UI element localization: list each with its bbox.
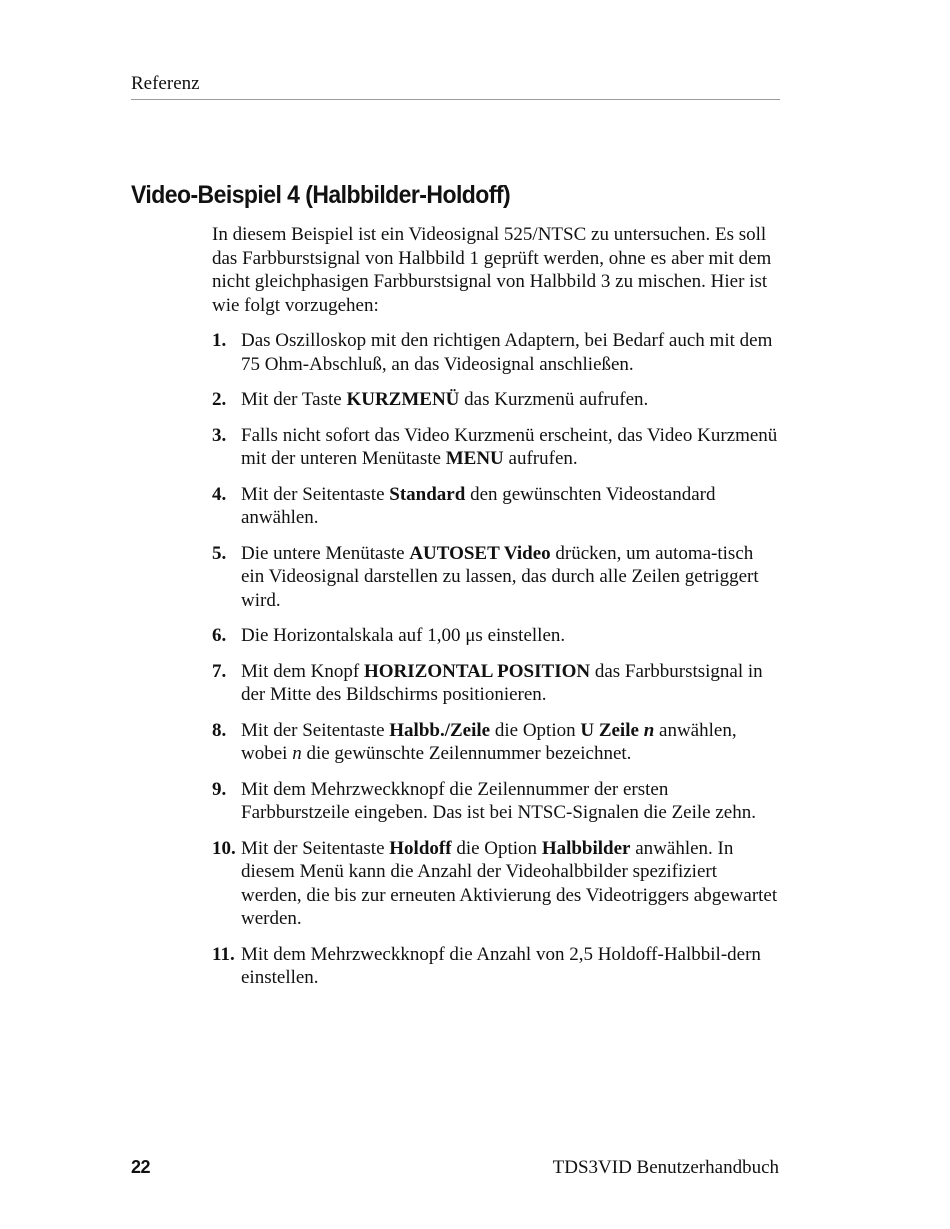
step-number: 7. [212,660,227,682]
intro-paragraph: In diesem Beispiel ist ein Videosignal 525/NTSC zu untersuchen. Es soll das Farbburstsignal von Halbbild 1 geprüft werden, ohne es aber mit dem nicht gleichphasigen Farbburstsignal von Halbbild 3 zu mischen. Hier ist wie folgt vorzugehen: [212,224,772,316]
step-number: 5. [212,542,227,564]
step-item [212,719,778,766]
step-text: Die untere Menütaste [241,542,410,564]
step-keyword: MENU [445,448,504,469]
step-item [212,483,778,530]
step-text: Falls nicht sofort das Video Kurzmenü erscheint, das Video Kurzmenü mit der unteren Menütaste [241,424,778,469]
step-keyword: Standard [389,483,466,505]
step-item [212,943,778,990]
step-text: Mit der Seitentaste [241,483,390,505]
step-text: die gewünschte Zeilennummer bezeichnet. [301,743,632,764]
step-text: die Option [490,719,581,741]
section-title: Video-Beispiel 4 (Halbbilder-Holdoff) [131,181,511,209]
step-item [212,424,778,471]
step-text: die Option [451,837,542,859]
step-text: Das Oszilloskop mit den richtigen Adaptern, bei Bedarf auch mit dem 75 Ohm-Abschluß, an das Videosignal anschließen. [241,330,773,375]
step-keyword: KURZMENÜ [346,389,460,410]
step-number: 3. [212,424,227,446]
step-text: den gewünschten Videostandard anwählen. [241,483,716,528]
step-text: Die Horizontalskala auf 1,00 μs einstellen. [241,625,566,646]
step-item [212,329,778,376]
step-text: das Kurzmenü aufrufen. [459,389,649,410]
step-number: 6. [212,625,227,646]
step-keyword: n [643,719,655,741]
page-number: 22 [131,1157,151,1177]
step-number: 8. [212,719,227,741]
step-text: Mit der Seitentaste [241,719,390,741]
step-text: das Farbburstsignal in der Mitte des Bildschirms positionieren. [241,660,763,705]
step-text: Mit dem Mehrzweckknopf die Anzahl von 2,5 Holdoff-Halbbil-dern einstellen. [241,943,761,988]
step-text: n [292,743,302,764]
step-item [212,624,778,648]
step-keyword: Holdoff [389,837,452,859]
step-keyword: Halbb./Zeile [389,719,491,741]
step-number: 11. [212,943,235,965]
step-keyword: AUTOSET Video [409,542,551,564]
step-keyword: Halbbilder [541,837,631,859]
step-item [212,778,778,825]
step-number: 2. [212,389,227,410]
step-item [212,837,778,931]
body-text [212,223,778,1002]
step-text: aufrufen. [503,448,578,469]
step-number: 9. [212,778,227,800]
step-text: Mit der Taste [241,389,347,410]
running-header: Referenz [131,72,780,100]
step-text: anwählen, wobei [241,719,737,764]
step-item [212,388,778,412]
step-text: anwählen. In diesem Menü kann die Anzahl der Videohalbbilder spezifiziert werden, die bis zur erneuten Aktivierung des Videotriggers abgewartet werden. [241,837,778,929]
procedure-list [212,329,778,990]
step-number: 1. [212,330,227,351]
step-keyword: HORIZONTAL POSITION [363,660,591,682]
book-title: TDS3VID Benutzerhandbuch [552,1157,779,1178]
step-item [212,660,778,707]
step-text: Mit dem Mehrzweckknopf die Zeilennummer der ersten Farbburstzeile eingeben. Das ist bei NTSC-Signalen die Zeile zehn. [241,778,756,823]
step-item [212,542,778,613]
step-text: Mit der Seitentaste [241,837,390,859]
step-text: drücken, um automa-tisch ein Videosignal darstellen zu lassen, das durch alle Zeilen getriggert wird. [241,542,759,611]
step-number: 10. [212,837,236,859]
step-keyword: U Zeile [580,719,644,741]
step-number: 4. [212,483,227,505]
step-text: Mit dem Knopf [241,660,364,682]
